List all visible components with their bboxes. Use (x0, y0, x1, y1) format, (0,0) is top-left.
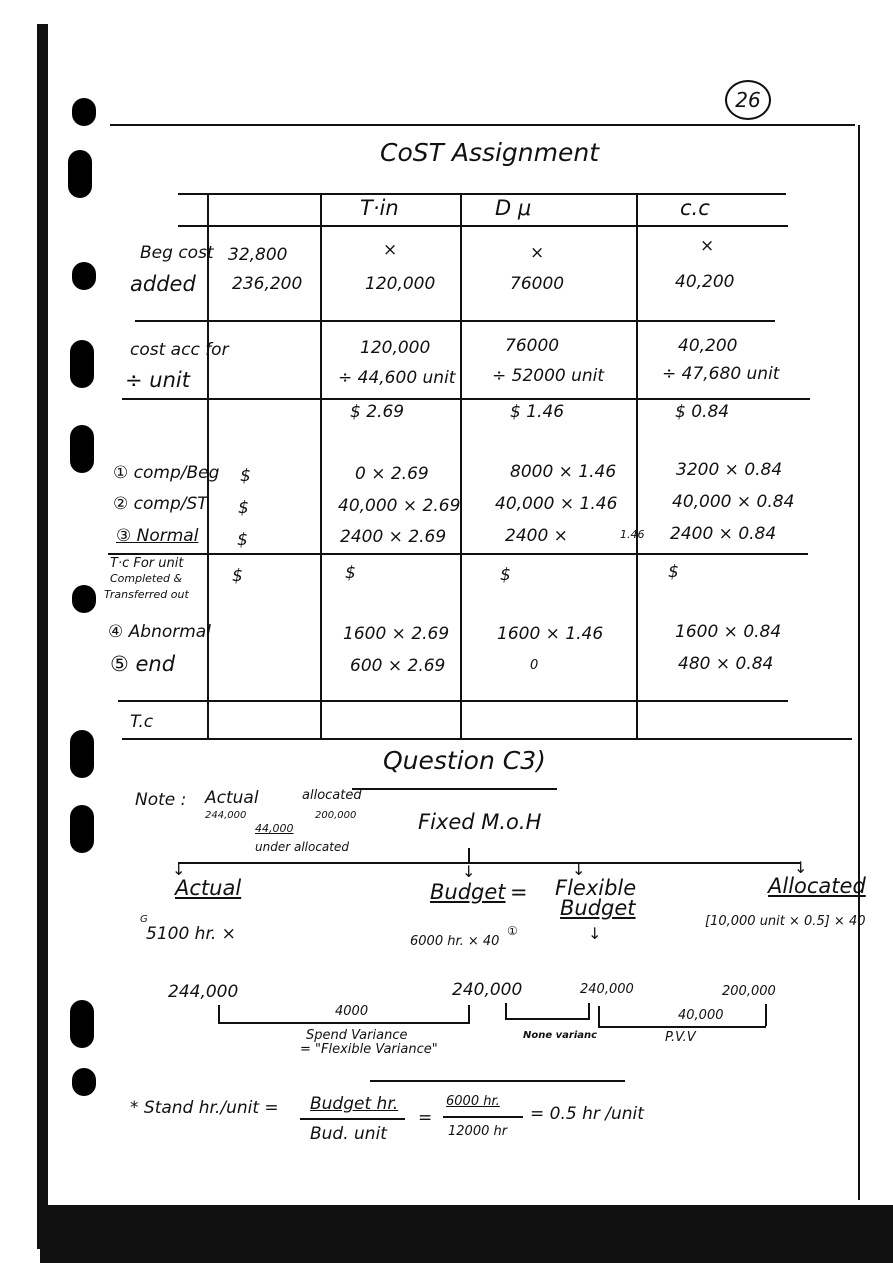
cell-perunit-cc: $ 0.84 (675, 402, 730, 422)
cell-beg-tin: × (383, 240, 398, 260)
cell-end-cc: 480 × 0.84 (678, 654, 774, 674)
cell-abnormal-dm: 1600 × 1.46 (497, 624, 604, 644)
table-col-line (460, 193, 462, 738)
table-rule (122, 398, 810, 400)
cell-added-dm: 76000 (510, 274, 565, 294)
budget-calc: 6000 hr. × 40 (410, 934, 500, 949)
actual-value: 244,000 (168, 982, 239, 1002)
cell-compbeg-cc: 3200 × 0.84 (676, 460, 783, 480)
cell-costacc-cc: 40,200 (678, 336, 738, 356)
allocated-heading: Allocated (768, 874, 866, 898)
cell-perunit-tin: $ 2.69 (350, 402, 405, 422)
cell-end-dm: 0 (530, 658, 539, 673)
fraction1-bottom: Bud. unit (310, 1124, 387, 1144)
none-variance-bracket (505, 1018, 590, 1020)
spend-variance-bracket (218, 1022, 470, 1024)
row-label-tc-line3: Transferred out (104, 588, 189, 601)
punch-hole (68, 150, 92, 198)
table-col-line (320, 193, 322, 738)
cell-compst-tin: 40,000 × 2.69 (338, 496, 461, 516)
fraction-bar (300, 1118, 405, 1120)
fraction-bar (443, 1116, 523, 1118)
equals-sign-2: = (418, 1108, 433, 1128)
pvv-difference: 40,000 (678, 1008, 724, 1023)
note-under-allocated: under allocated (255, 840, 349, 854)
bottom-shadow (40, 1205, 893, 1263)
allocated-calc: [10,000 unit × 0.5] × 40 (705, 914, 866, 929)
equals-sign: = (510, 880, 528, 904)
note-actual: Actual (205, 788, 259, 808)
table-bottom-rule (122, 738, 852, 740)
fraction2-top: 6000 hr. (446, 1094, 500, 1109)
cell-compst-dm: 40,000 × 1.46 (495, 494, 618, 514)
arrow-down-icon: ↓ (794, 858, 808, 877)
cell-compst-total: $ (238, 498, 249, 518)
arrow-down-icon: ↓ (572, 860, 586, 879)
bracket-side (468, 1005, 470, 1023)
row-label-added: added (130, 272, 196, 296)
col-header-tin: T·in (360, 196, 399, 220)
cell-tcunit-dm: $ (500, 565, 511, 585)
arrow-down-icon: ↓ (172, 860, 186, 879)
note-label: Note : (135, 790, 187, 810)
question-underline (352, 788, 557, 790)
actual-calc: 5100 hr. × (146, 924, 236, 944)
cell-costacc-tin: 120,000 (360, 338, 431, 358)
bracket-side (505, 1003, 507, 1019)
punch-hole (70, 425, 94, 473)
divider-rule (370, 1080, 625, 1082)
note-allocated-value: 200,000 (315, 810, 357, 821)
cell-added-total: 236,200 (232, 274, 303, 294)
bracket-side (765, 1004, 767, 1026)
question-title: Question C3) (383, 746, 546, 775)
arrow-down-icon: ↓ (462, 862, 476, 881)
page-edge-strip (37, 24, 48, 1249)
punch-hole (72, 1068, 96, 1096)
flexible-heading-line1: Flexible (555, 876, 637, 900)
table-rule (108, 553, 808, 555)
col-header-dm: D μ (495, 196, 532, 220)
row-label-end: ⑤ end (110, 652, 176, 676)
row-label-abnormal: ④ Abnormal (108, 622, 211, 642)
page-title: CoST Assignment (380, 138, 600, 167)
table-header-rule (178, 225, 788, 227)
punch-hole (72, 98, 96, 126)
budget-heading: Budget (430, 880, 506, 904)
header-rule (110, 124, 855, 126)
circle-one: ① (507, 924, 518, 938)
actual-heading: Actual (175, 876, 242, 900)
flexible-value: 240,000 (580, 982, 634, 997)
punch-hole (70, 805, 94, 853)
spend-difference: 4000 (335, 1004, 369, 1019)
tree-horizontal-line (178, 862, 800, 864)
cell-compbeg-tin: 0 × 2.69 (355, 464, 429, 484)
row-label-div-unit: ÷ unit (125, 368, 190, 392)
table-rule (118, 700, 788, 702)
budget-value: 240,000 (452, 980, 523, 1000)
right-margin-line (858, 125, 860, 1200)
spend-variance-label: Spend Variance (306, 1028, 408, 1043)
cell-normal-tin: 2400 × 2.69 (340, 527, 447, 547)
cell-beg-dm: × (530, 243, 545, 263)
punch-hole (70, 340, 94, 388)
table-col-line (636, 193, 638, 738)
note-actual-value: 244,000 (205, 810, 247, 821)
none-variance-label: None varianc (523, 1030, 598, 1041)
punch-hole (72, 262, 96, 290)
col-header-cc: c.c (680, 196, 710, 220)
cell-normal-dm: 2400 × (505, 526, 568, 546)
cell-normal-cc: 2400 × 0.84 (670, 524, 777, 544)
cell-beg-total: 32,800 (228, 245, 288, 265)
pvv-bracket (598, 1026, 766, 1028)
table-rule (135, 320, 775, 322)
fraction1-top: Budget hr. (310, 1094, 399, 1114)
fixed-moh-heading: Fixed M.o.H (418, 810, 542, 834)
cell-abnormal-tin: 1600 × 2.69 (343, 624, 450, 644)
cell-normal-total: $ (237, 530, 248, 550)
cell-end-tin: 600 × 2.69 (350, 656, 446, 676)
cell-tcunit-cc: $ (668, 562, 679, 582)
row-label-beg-cost: Beg cost (140, 243, 214, 263)
cell-compbeg-dm: 8000 × 1.46 (510, 462, 617, 482)
page-number: 26 (725, 80, 771, 120)
cell-compst-cc: 40,000 × 0.84 (672, 492, 795, 512)
bracket-side (588, 1003, 590, 1019)
row-label-normal: ③ Normal (116, 526, 199, 546)
pvv-label: P.V.V (665, 1030, 696, 1045)
cell-added-tin: 120,000 (365, 274, 436, 294)
flexible-heading-line2: Budget (560, 896, 636, 920)
table-top-rule (178, 193, 786, 195)
arrow-down-icon: ↓ (588, 924, 602, 943)
note-allocated: allocated (302, 788, 362, 803)
cell-normal-dm-extra: 1.46 (620, 528, 645, 541)
std-result: = 0.5 hr /unit (530, 1104, 644, 1124)
std-hr-label: * Stand hr./unit = (130, 1098, 279, 1118)
cell-tcunit-total: $ (232, 566, 243, 586)
row-label-comp-st: ② comp/ST (113, 494, 208, 514)
row-label-tc-line1: T·c For unit (110, 556, 184, 571)
bracket-side (598, 1006, 600, 1026)
bracket-side (218, 1005, 220, 1023)
cell-costacc-dm: 76000 (505, 336, 560, 356)
cell-abnormal-cc: 1600 × 0.84 (675, 622, 782, 642)
g-mark: G (140, 914, 148, 925)
cell-divunit-dm: ÷ 52000 unit (492, 366, 605, 386)
note-difference: 44,000 (255, 822, 294, 835)
punch-hole (70, 730, 94, 778)
cell-added-cc: 40,200 (675, 272, 735, 292)
row-label-cost-acc: cost acc for (130, 340, 229, 360)
punch-hole (70, 1000, 94, 1048)
cell-divunit-tin: ÷ 44,600 unit (338, 368, 456, 388)
allocated-value: 200,000 (722, 984, 776, 999)
cell-divunit-cc: ÷ 47,680 unit (662, 364, 780, 384)
cell-beg-cc: × (700, 236, 715, 256)
row-label-comp-beg: ① comp/Beg (113, 463, 220, 483)
flexible-variance-label: = "Flexible Variance" (300, 1042, 438, 1057)
fraction2-bottom: 12000 hr (448, 1124, 508, 1139)
row-label-tc-line2: Completed & (110, 572, 183, 585)
row-label-tc: T.c (130, 712, 154, 732)
cell-perunit-dm: $ 1.46 (510, 402, 565, 422)
cell-tcunit-tin: $ (345, 563, 356, 583)
punch-hole (72, 585, 96, 613)
cell-compbeg-total: $ (240, 466, 251, 486)
